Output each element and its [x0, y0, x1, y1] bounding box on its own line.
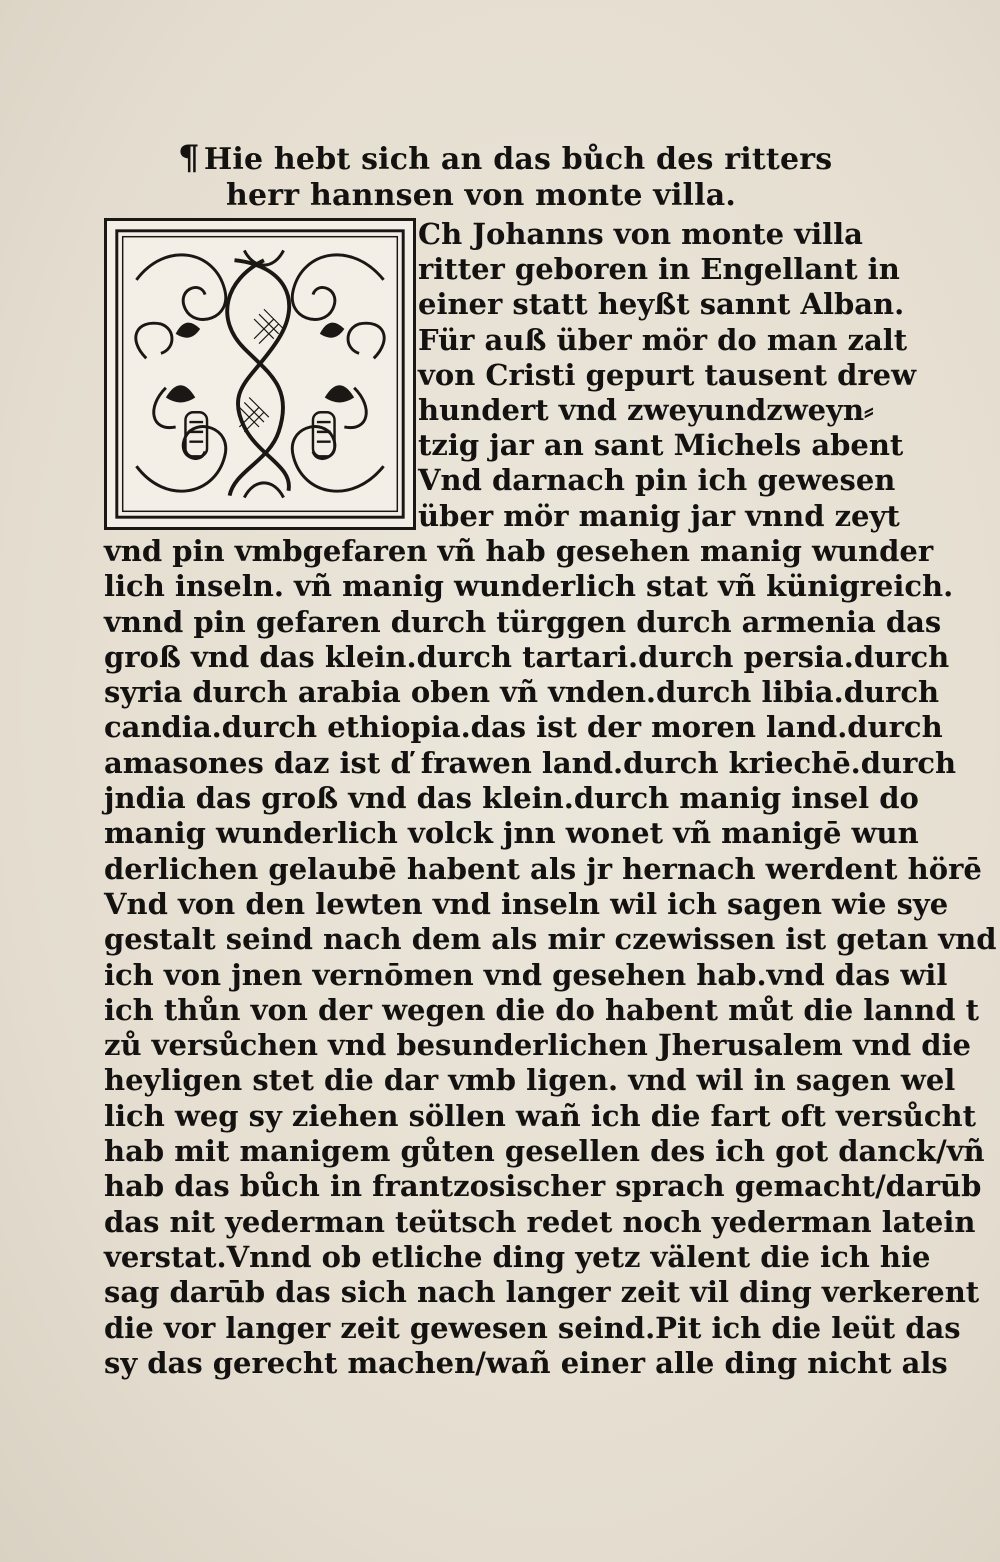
text-line: ich thůn von der wegen die do habent můt die lannd t [104, 992, 979, 1027]
heading-line-2: herr hannsen von monte villa. [226, 178, 737, 213]
text-line: lich inseln. vñ manig wunderlich stat vñ künigreich. [104, 569, 954, 604]
ornament-illustration [107, 221, 413, 527]
text-line: hab mit manigem gůten gesellen des ich got danck/vñ [104, 1134, 985, 1169]
text-line: manig wunderlich volck jnn wonet vñ manigē wun [104, 816, 919, 851]
heading-line-1: ¶ Hie hebt sich an das bůch des ritters [178, 138, 833, 178]
text-line: ich von jnen vernōmen vnd gesehen hab.vnd das wil [104, 957, 948, 992]
pilcrow-mark: ¶ [178, 138, 200, 178]
text-line: Vnd von den lewten vnd inseln wil ich sagen wie sye [104, 886, 949, 921]
text-line: zů versůchen vnd besunderlichen Jherusalem vnd die [104, 1028, 971, 1063]
text-line: hundert vnd zweyundzweyn⸗ [418, 393, 874, 428]
text-line: tzig jar an sant Michels abent [418, 428, 904, 463]
text-line: gestalt seind nach dem als mir czewissen ist getan vnd [104, 922, 997, 957]
text-line: über mör manig jar vnnd zeyt [418, 498, 900, 533]
chapter-heading [178, 140, 832, 214]
decorated-initial-letter [104, 218, 416, 530]
text-line: candia.durch ethiopia.das ist der moren land.durch [104, 710, 943, 745]
text-line: Ch Johanns von monte villa [418, 217, 863, 251]
text-line: groß vnd das klein.durch tartari.durch persia.durch [104, 639, 950, 674]
text-line: Vnd darnach pin ich gewesen [418, 463, 896, 498]
text-line: amasones daz ist ď frawen land.durch kriechē.durch [104, 745, 957, 780]
text-line: syria durch arabia oben vñ vnden.durch libia.durch [104, 675, 940, 710]
text-line: derlichen gelaubē habent als jr hernach werdent hörē [104, 851, 982, 886]
text-line: heyligen stet die dar vmb ligen. vnd wil in sagen wel [104, 1063, 956, 1098]
text-line: verstat.Vnnd ob etliche ding yetz välent die ich hie [104, 1239, 931, 1274]
text-beside-initial [418, 217, 917, 534]
text-line: jndia das groß vnd das klein.durch manig insel do [104, 781, 919, 816]
main-text-block [104, 534, 997, 1381]
text-line: das nit yederman teütsch redet noch yederman latein [104, 1204, 976, 1239]
text-line: die vor langer zeit gewesen seind.Pit ich die leüt das [104, 1310, 961, 1345]
text-line: sy das gerecht machen/wañ einer alle ding nicht als [104, 1345, 948, 1380]
text-line: hab das bůch in frantzosischer sprach gemacht/darūb [104, 1169, 982, 1204]
text-line: einer statt heyßt sannt Alban. [418, 287, 905, 322]
text-line: sag darūb das sich nach langer zeit vil ding verkerent [104, 1275, 980, 1310]
text-line: lich weg sy ziehen söllen wañ ich die fart oft versůcht [104, 1098, 977, 1133]
text-line: ritter geboren in Engellant in [418, 252, 900, 287]
text-line: vnnd pin gefaren durch türggen durch armenia das [104, 604, 942, 639]
text-line: von Cristi gepurt tausent drew [418, 357, 917, 392]
text-line: vnd pin vmbgefaren vñ hab gesehen manig wunder [104, 534, 934, 568]
text-line: Für auß über mör do man zalt [418, 322, 908, 357]
